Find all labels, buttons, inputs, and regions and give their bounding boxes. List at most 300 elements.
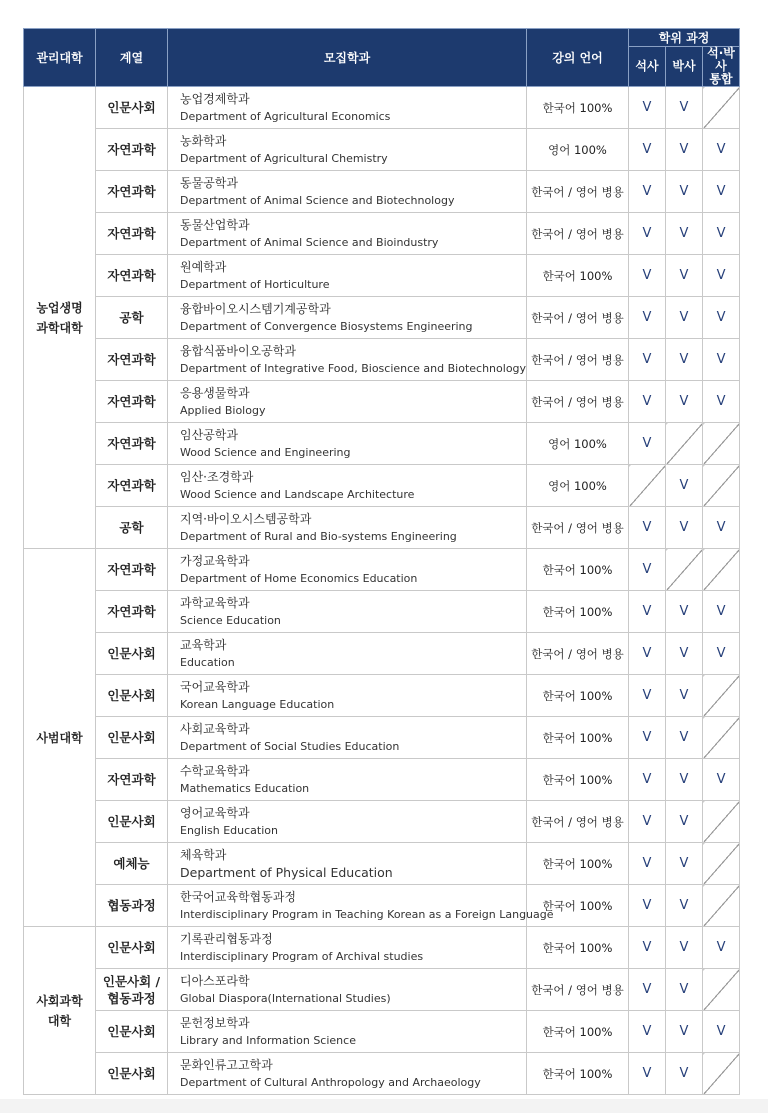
- check-mark: V: [679, 1024, 689, 1039]
- masters-cell: [629, 633, 666, 675]
- check-mark: V: [642, 898, 652, 913]
- field-label: 자연과학: [107, 352, 156, 367]
- masters-cell: [629, 675, 666, 717]
- department-cell: [168, 381, 527, 423]
- language-cell: 한국어 100%: [527, 675, 629, 717]
- doctoral-cell: [666, 843, 703, 885]
- masters-cell: [629, 969, 666, 1011]
- integrated-cell: [703, 297, 740, 339]
- field-label-line2: 협동과정: [107, 990, 156, 1006]
- table-row: [24, 633, 740, 675]
- table-row: [24, 87, 740, 129]
- field-label: 자연과학: [107, 436, 156, 451]
- table-row: [24, 297, 740, 339]
- field-label: 인문사회: [107, 1024, 156, 1039]
- department-cell: [168, 171, 527, 213]
- field-label: 자연과학: [107, 142, 156, 157]
- check-mark: V: [642, 268, 652, 283]
- doctoral-cell: [666, 255, 703, 297]
- masters-cell: [629, 87, 666, 129]
- integrated-not-offered-cell: [703, 885, 740, 927]
- field-cell: [96, 171, 168, 213]
- language-cell: 한국어 100%: [527, 591, 629, 633]
- check-mark: V: [716, 310, 726, 325]
- language-cell: 한국어 / 영어 병용: [527, 507, 629, 549]
- check-mark: V: [679, 898, 689, 913]
- department-name-korean: 국어교육학과: [180, 679, 250, 694]
- check-mark: V: [716, 646, 726, 661]
- check-mark: V: [642, 1066, 652, 1081]
- department-name-english: Department of Rural and Bio-systems Engineering: [180, 529, 457, 543]
- field-cell: [96, 675, 168, 717]
- masters-cell: [629, 507, 666, 549]
- check-mark: V: [716, 184, 726, 199]
- doctoral-cell: [666, 129, 703, 171]
- department-cell: [168, 969, 527, 1011]
- field-label: 인문사회: [107, 1066, 156, 1081]
- field-label: 인문사회: [107, 940, 156, 955]
- check-mark: V: [642, 688, 652, 703]
- department-cell: [168, 843, 527, 885]
- field-cell: [96, 633, 168, 675]
- masters-cell: [629, 129, 666, 171]
- department-cell: [168, 507, 527, 549]
- field-label: 인문사회: [107, 730, 156, 745]
- department-name-english: Wood Science and Engineering: [180, 445, 351, 459]
- check-mark: V: [679, 184, 689, 199]
- check-mark: V: [716, 268, 726, 283]
- check-mark: V: [679, 814, 689, 829]
- department-cell: [168, 885, 554, 927]
- department-cell: [168, 591, 527, 633]
- table-row: [24, 129, 740, 171]
- table-header: [24, 29, 740, 87]
- department-name-korean: 기록관리협동과정: [180, 931, 273, 946]
- header-department: 모집학과: [168, 29, 527, 87]
- page-bottom-shade: [0, 1099, 768, 1113]
- department-cell: [168, 717, 527, 759]
- department-name-english: English Education: [180, 823, 278, 837]
- check-mark: V: [679, 310, 689, 325]
- check-mark: V: [642, 982, 652, 997]
- check-mark: V: [642, 730, 652, 745]
- check-mark: V: [642, 604, 652, 619]
- header-integrated: [703, 47, 740, 87]
- check-mark: V: [642, 310, 652, 325]
- language-cell: 한국어 100%: [527, 255, 629, 297]
- table-row: [24, 507, 740, 549]
- department-name-english: Department of Animal Science and Bioindustry: [180, 235, 439, 249]
- language-cell: 한국어 / 영어 병용: [527, 171, 629, 213]
- table-row: [24, 969, 740, 1011]
- check-mark: V: [679, 352, 689, 367]
- field-cell: [96, 885, 168, 927]
- field-cell: [96, 1053, 168, 1095]
- program-table: [23, 28, 740, 1095]
- language-cell: 영어 100%: [527, 423, 629, 465]
- field-label: 예체능: [113, 856, 150, 871]
- check-mark: V: [642, 562, 652, 577]
- college-name-line2: 대학: [47, 1013, 72, 1028]
- department-name-korean: 과학교육학과: [180, 595, 250, 610]
- department-cell: [168, 549, 527, 591]
- field-cell: [96, 717, 168, 759]
- header-college: 관리대학: [24, 29, 96, 87]
- masters-cell: [629, 759, 666, 801]
- doctoral-cell: [666, 675, 703, 717]
- language-cell: 한국어 / 영어 병용: [527, 297, 629, 339]
- header-integrated-line2: 통합: [709, 72, 733, 86]
- check-mark: V: [679, 520, 689, 535]
- department-name-english: Department of Physical Education: [180, 864, 393, 880]
- field-label: 자연과학: [107, 772, 156, 787]
- department-name-english: Interdisciplinary Program of Archival studies: [180, 949, 424, 963]
- doctoral-cell: [666, 381, 703, 423]
- check-mark: V: [716, 394, 726, 409]
- department-name-korean: 임산·조경학과: [180, 469, 254, 484]
- masters-cell: [629, 591, 666, 633]
- check-mark: V: [679, 226, 689, 241]
- check-mark: V: [642, 646, 652, 661]
- header-integrated-line1: 석·박사: [707, 46, 735, 73]
- header-degree-group: 학위 과정: [629, 29, 740, 47]
- department-cell: [168, 213, 527, 255]
- doctoral-cell: [666, 927, 703, 969]
- department-name-korean: 원예학과: [180, 259, 227, 274]
- integrated-cell: [703, 213, 740, 255]
- check-mark: V: [679, 646, 689, 661]
- table-row: [24, 801, 740, 843]
- check-mark: V: [642, 226, 652, 241]
- check-mark: V: [679, 1066, 689, 1081]
- doctoral-cell: [666, 297, 703, 339]
- table-row: [24, 1011, 740, 1053]
- check-mark: V: [679, 100, 689, 115]
- department-cell: [168, 801, 527, 843]
- field-label: 자연과학: [107, 604, 156, 619]
- masters-cell: [629, 927, 666, 969]
- department-name-english: Department of Cultural Anthropology and Archaeology: [180, 1075, 481, 1089]
- department-name-english: Department of Convergence Biosystems Engineering: [180, 319, 473, 333]
- field-label: 자연과학: [107, 226, 156, 241]
- language-cell: 한국어 100%: [527, 87, 629, 129]
- masters-cell: [629, 843, 666, 885]
- field-cell: [96, 129, 168, 171]
- check-mark: V: [716, 142, 726, 157]
- department-name-english: Department of Home Economics Education: [180, 571, 418, 585]
- masters-cell: [629, 1053, 666, 1095]
- doctoral-cell: [666, 171, 703, 213]
- integrated-not-offered-cell: [703, 969, 740, 1011]
- check-mark: V: [642, 520, 652, 535]
- check-mark: V: [716, 772, 726, 787]
- department-name-korean: 사회교육학과: [180, 721, 250, 736]
- masters-cell: [629, 549, 666, 591]
- field-cell: [96, 507, 168, 549]
- field-cell: [96, 549, 168, 591]
- doctoral-cell: [666, 339, 703, 381]
- check-mark: V: [716, 604, 726, 619]
- department-name-korean: 수학교육학과: [180, 763, 250, 778]
- field-cell: [96, 1011, 168, 1053]
- language-cell: 한국어 / 영어 병용: [527, 381, 629, 423]
- field-cell: [96, 297, 168, 339]
- integrated-not-offered-cell: [703, 423, 740, 465]
- department-cell: [168, 927, 527, 969]
- field-cell: [96, 801, 168, 843]
- field-label: 인문사회: [107, 100, 156, 115]
- table-row: [24, 381, 740, 423]
- field-label: 자연과학: [107, 478, 156, 493]
- doctoral-cell: [666, 1011, 703, 1053]
- masters-cell: [629, 423, 666, 465]
- department-name-english: Korean Language Education: [180, 697, 335, 711]
- department-name-english: Department of Agricultural Economics: [180, 109, 391, 123]
- language-cell: 영어 100%: [527, 465, 629, 507]
- table-row: [24, 423, 740, 465]
- department-cell: [168, 423, 527, 465]
- table-row: [24, 759, 740, 801]
- department-name-english: Global Diaspora(International Studies): [180, 991, 391, 1005]
- table-row: [24, 885, 740, 927]
- check-mark: V: [679, 856, 689, 871]
- department-cell: [168, 129, 527, 171]
- masters-cell: [629, 885, 666, 927]
- table-row: [24, 927, 740, 969]
- integrated-cell: [703, 171, 740, 213]
- masters-cell: [629, 297, 666, 339]
- check-mark: V: [642, 184, 652, 199]
- header-language: 강의 언어: [527, 29, 629, 87]
- masters-cell: [629, 339, 666, 381]
- field-cell: [96, 969, 168, 1011]
- check-mark: V: [642, 856, 652, 871]
- table-row: [24, 255, 740, 297]
- doctoral-cell: [666, 507, 703, 549]
- department-name-korean: 디아스포라학: [180, 973, 250, 988]
- check-mark: V: [679, 268, 689, 283]
- field-label: 협동과정: [107, 898, 156, 913]
- department-name-korean: 동물산업학과: [180, 217, 250, 232]
- field-cell: [96, 339, 168, 381]
- department-name-english: Department of Integrative Food, Bioscience and Biotechnology: [180, 361, 527, 375]
- department-name-korean: 융합식품바이오공학과: [180, 343, 296, 358]
- department-name-english: Wood Science and Landscape Architecture: [180, 487, 415, 501]
- department-name-korean: 응용생물학과: [180, 385, 250, 400]
- integrated-not-offered-cell: [703, 549, 740, 591]
- check-mark: V: [716, 940, 726, 955]
- masters-not-offered-cell: [629, 465, 666, 507]
- department-cell: [168, 1053, 527, 1095]
- check-mark: V: [679, 478, 689, 493]
- check-mark: V: [679, 982, 689, 997]
- department-name-korean: 한국어교육학협동과정: [180, 889, 296, 904]
- field-cell: [96, 381, 168, 423]
- language-cell: 한국어 100%: [527, 1011, 629, 1053]
- language-cell: 한국어 / 영어 병용: [527, 633, 629, 675]
- check-mark: V: [642, 940, 652, 955]
- language-cell: 한국어 / 영어 병용: [527, 801, 629, 843]
- department-name-english: Department of Horticulture: [180, 277, 330, 291]
- college-name-line1: 농업생명: [36, 300, 83, 315]
- doctoral-cell: [666, 633, 703, 675]
- department-name-korean: 농업경제학과: [180, 91, 250, 106]
- check-mark: V: [642, 1024, 652, 1039]
- header-field: 계열: [96, 29, 168, 87]
- language-cell: 한국어 / 영어 병용: [527, 339, 629, 381]
- language-cell: 한국어 100%: [527, 1053, 629, 1095]
- check-mark: V: [716, 226, 726, 241]
- department-name-english: Department of Animal Science and Biotechnology: [180, 193, 455, 207]
- field-label: 자연과학: [107, 184, 156, 199]
- department-name-korean: 임산공학과: [180, 427, 238, 442]
- department-name-english: Education: [180, 655, 235, 669]
- field-label: 인문사회 /: [102, 973, 161, 989]
- doctoral-cell: [666, 213, 703, 255]
- doctoral-cell: [666, 87, 703, 129]
- doctoral-cell: [666, 591, 703, 633]
- field-cell: [96, 87, 168, 129]
- field-label: 인문사회: [107, 814, 156, 829]
- language-cell: 영어 100%: [527, 129, 629, 171]
- field-label: 인문사회: [107, 646, 156, 661]
- language-cell: 한국어 100%: [527, 885, 629, 927]
- doctoral-not-offered-cell: [666, 549, 703, 591]
- department-name-korean: 가정교육학과: [180, 553, 250, 568]
- masters-cell: [629, 171, 666, 213]
- college-name-line1: 사범대학: [36, 730, 83, 745]
- table-row: [24, 591, 740, 633]
- field-cell: [96, 843, 168, 885]
- department-name-english: Applied Biology: [180, 403, 266, 417]
- language-cell: 한국어 100%: [527, 927, 629, 969]
- department-name-english: Library and Information Science: [180, 1033, 356, 1047]
- integrated-not-offered-cell: [703, 465, 740, 507]
- masters-cell: [629, 1011, 666, 1053]
- masters-cell: [629, 381, 666, 423]
- doctoral-cell: [666, 717, 703, 759]
- field-label: 공학: [119, 520, 144, 535]
- check-mark: V: [642, 772, 652, 787]
- integrated-not-offered-cell: [703, 717, 740, 759]
- field-cell: [96, 213, 168, 255]
- field-cell: [96, 591, 168, 633]
- masters-cell: [629, 255, 666, 297]
- college-name-line2: 과학대학: [36, 320, 83, 335]
- check-mark: V: [642, 100, 652, 115]
- department-name-korean: 지역·바이오시스템공학과: [180, 511, 312, 526]
- college-cell: [24, 927, 96, 1095]
- department-name-korean: 융합바이오시스템기계공학과: [180, 301, 331, 316]
- check-mark: V: [642, 352, 652, 367]
- department-cell: [168, 255, 527, 297]
- table-row: [24, 717, 740, 759]
- language-cell: 한국어 100%: [527, 759, 629, 801]
- integrated-not-offered-cell: [703, 675, 740, 717]
- field-label: 인문사회: [107, 688, 156, 703]
- department-cell: [168, 633, 527, 675]
- language-cell: 한국어 / 영어 병용: [527, 213, 629, 255]
- field-label: 공학: [119, 310, 144, 325]
- integrated-cell: [703, 129, 740, 171]
- department-name-korean: 동물공학과: [180, 175, 238, 190]
- doctoral-not-offered-cell: [666, 423, 703, 465]
- integrated-cell: [703, 255, 740, 297]
- check-mark: V: [642, 394, 652, 409]
- masters-cell: [629, 213, 666, 255]
- field-cell: [96, 465, 168, 507]
- integrated-cell: [703, 507, 740, 549]
- department-cell: [168, 675, 527, 717]
- table-row: [24, 549, 740, 591]
- table-row: [24, 1053, 740, 1095]
- language-cell: 한국어 100%: [527, 717, 629, 759]
- department-name-korean: 체육학과: [180, 847, 227, 862]
- college-cell: [24, 87, 96, 549]
- check-mark: V: [716, 352, 726, 367]
- doctoral-cell: [666, 759, 703, 801]
- department-cell: [168, 759, 527, 801]
- integrated-cell: [703, 591, 740, 633]
- department-cell: [168, 87, 527, 129]
- department-name-korean: 영어교육학과: [180, 805, 250, 820]
- department-name-korean: 문헌정보학과: [180, 1015, 250, 1030]
- field-cell: [96, 255, 168, 297]
- table-row: [24, 465, 740, 507]
- department-name-korean: 농화학과: [180, 133, 227, 148]
- header-doctoral: 박사: [666, 47, 703, 87]
- field-label: 자연과학: [107, 268, 156, 283]
- check-mark: V: [642, 142, 652, 157]
- check-mark: V: [679, 142, 689, 157]
- department-name-english: Science Education: [180, 613, 281, 627]
- integrated-not-offered-cell: [703, 843, 740, 885]
- college-cell: [24, 549, 96, 927]
- check-mark: V: [679, 730, 689, 745]
- department-name-english: Department of Agricultural Chemistry: [180, 151, 388, 165]
- check-mark: V: [679, 688, 689, 703]
- department-cell: [168, 1011, 527, 1053]
- doctoral-cell: [666, 1053, 703, 1095]
- integrated-cell: [703, 381, 740, 423]
- check-mark: V: [642, 814, 652, 829]
- department-name-english: Department of Social Studies Education: [180, 739, 400, 753]
- department-cell: [168, 339, 527, 381]
- check-mark: V: [716, 1024, 726, 1039]
- doctoral-cell: [666, 885, 703, 927]
- table-body: [24, 87, 740, 1095]
- department-name-korean: 문화인류고고학과: [180, 1057, 273, 1072]
- integrated-cell: [703, 1011, 740, 1053]
- language-cell: 한국어 100%: [527, 549, 629, 591]
- field-cell: [96, 759, 168, 801]
- table-row: [24, 675, 740, 717]
- field-cell: [96, 423, 168, 465]
- check-mark: V: [716, 520, 726, 535]
- integrated-cell: [703, 633, 740, 675]
- check-mark: V: [679, 394, 689, 409]
- table-row: [24, 213, 740, 255]
- table-row: [24, 171, 740, 213]
- masters-cell: [629, 801, 666, 843]
- language-cell: 한국어 100%: [527, 843, 629, 885]
- field-label: 자연과학: [107, 394, 156, 409]
- department-name-english: Mathematics Education: [180, 781, 310, 795]
- header-masters: 석사: [629, 47, 666, 87]
- integrated-cell: [703, 339, 740, 381]
- college-name-line1: 사회과학: [36, 993, 83, 1008]
- integrated-cell: [703, 759, 740, 801]
